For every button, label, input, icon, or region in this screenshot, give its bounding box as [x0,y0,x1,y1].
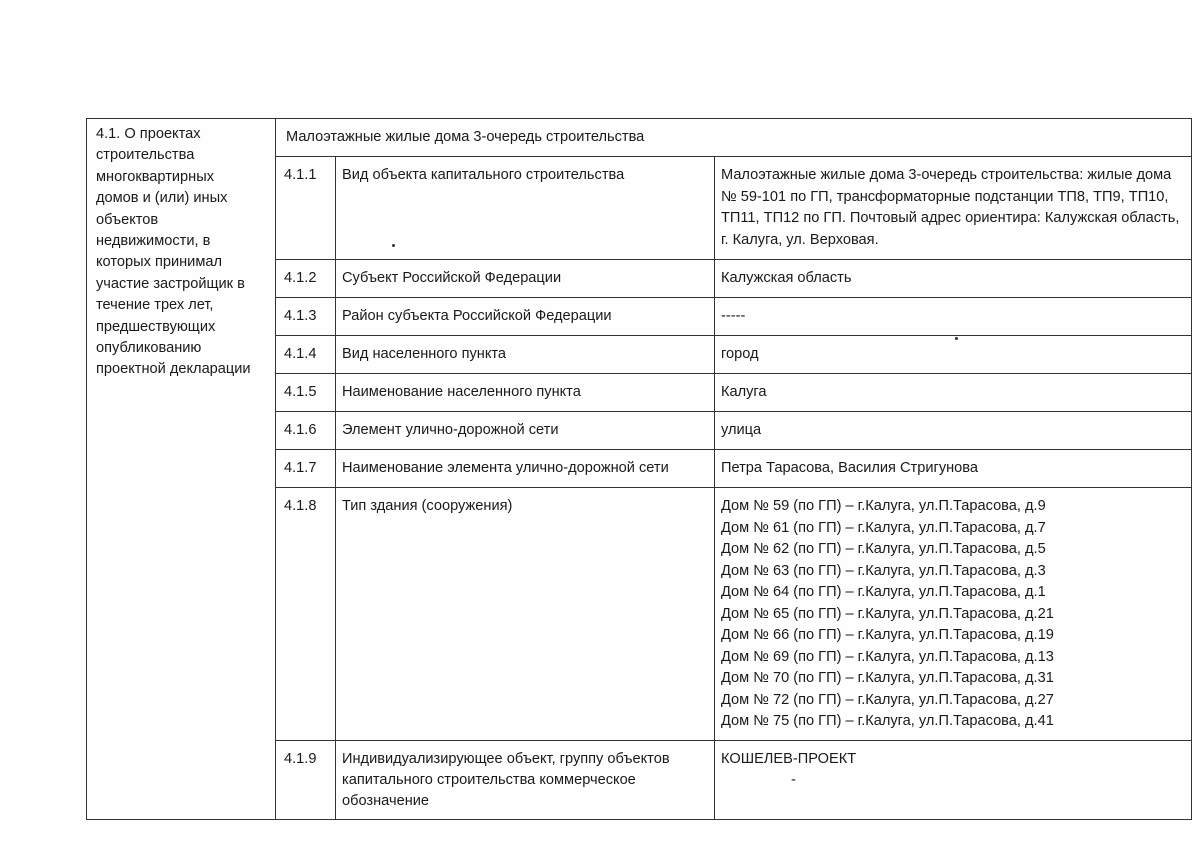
building-address: Дом № 64 (по ГП) – г.Калуга, ул.П.Тарасова, д.1 [721,584,1046,600]
row-label: Индивидуализирующее объект, группу объектов капитального строительства коммерческое обозначение [336,741,715,820]
scan-speck [392,244,395,247]
row-label: Район субъекта Российской Федерации [336,298,715,336]
left-header-line: которых принимал [96,254,222,271]
left-header-line: домов и (или) иных [96,190,228,207]
row-label: Вид объекта капитального строительства [336,157,715,260]
left-header-line: объектов [96,211,159,228]
left-header-line: 4.1. О проектах [96,126,201,142]
row-label: Наименование элемента улично-дорожной сети [336,450,715,488]
row-code: 4.1.9 [276,741,336,820]
building-address: Дом № 69 (по ГП) – г.Калуга, ул.П.Тарасова, д.13 [721,648,1054,665]
row-code: 4.1.4 [276,336,336,374]
scan-speck [955,337,958,340]
row-code: 4.1.5 [276,374,336,412]
row-label: Вид населенного пункта [336,336,715,374]
row-label: Наименование населенного пункта [336,374,715,412]
building-address: Дом № 59 (по ГП) – г.Калуга, ул.П.Тарасова, д.9 [721,498,1046,514]
building-address: Дом № 70 (по ГП) – г.Калуга, ул.П.Тарасова, д.31 [721,670,1054,686]
commercial-name-dash: - [791,771,796,788]
building-address: Дом № 62 (по ГП) – г.Калуга, ул.П.Тарасова, д.5 [721,541,1046,557]
row-value: город [715,336,1192,374]
row-code: 4.1.8 [276,488,336,741]
row-code: 4.1.1 [276,157,336,260]
left-header-cell [87,119,276,820]
building-address: Дом № 61 (по ГП) – г.Калуга, ул.П.Тарасова, д.7 [721,519,1046,536]
left-header-line: строительства [96,147,195,164]
row-value: Калуга [715,374,1192,412]
row-value-cell [715,741,1192,820]
row-code: 4.1.3 [276,298,336,336]
building-address: Дом № 63 (по ГП) – г.Калуга, ул.П.Тарасова, д.3 [721,562,1046,579]
building-address: Дом № 75 (по ГП) – г.Калуга, ул.П.Тарасова, д.41 [721,713,1054,729]
left-header-line: течение трех лет, [96,297,214,314]
project-declaration-table [86,118,1192,820]
left-header-line: предшествующих [96,318,216,335]
row-value: Малоэтажные жилые дома 3-очередь строительства: жилые дома № 59-101 по ГП, трансформаторные подстанции ТП8, ТП9, ТП10, ТП11, ТП12 по ГП. Почтовый адрес ориентира: Калужская область, г. Калуга, ул. Верховая. [715,157,1192,260]
row-code: 4.1.7 [276,450,336,488]
row-value: улица [715,412,1192,450]
left-header-line: опубликованию [96,340,202,357]
section-header-row [87,119,1192,157]
row-label: Субъект Российской Федерации [336,260,715,298]
row-value: Калужская область [715,260,1192,298]
row-value: Петра Тарасова, Василия Стригунова [715,450,1192,488]
building-address: Дом № 65 (по ГП) – г.Калуга, ул.П.Тарасова, д.21 [721,605,1054,622]
left-header-line: участие застройщик в [96,275,245,292]
building-address: Дом № 72 (по ГП) – г.Калуга, ул.П.Тарасова, д.27 [721,691,1054,708]
row-label: Тип здания (сооружения) [336,488,715,741]
row-code: 4.1.2 [276,260,336,298]
commercial-name: КОШЕЛЕВ-ПРОЕКТ [721,751,857,767]
row-label: Элемент улично-дорожной сети [336,412,715,450]
left-header-line: недвижимости, в [96,233,211,250]
building-address-list [715,488,1192,741]
section-title: Малоэтажные жилые дома 3-очередь строительства [276,119,1192,157]
row-value: ----- [715,298,1192,336]
left-header-line: многоквартирных [96,168,215,185]
row-code: 4.1.6 [276,412,336,450]
building-address: Дом № 66 (по ГП) – г.Калуга, ул.П.Тарасова, д.19 [721,627,1054,643]
left-header-line: проектной декларации [96,361,251,378]
